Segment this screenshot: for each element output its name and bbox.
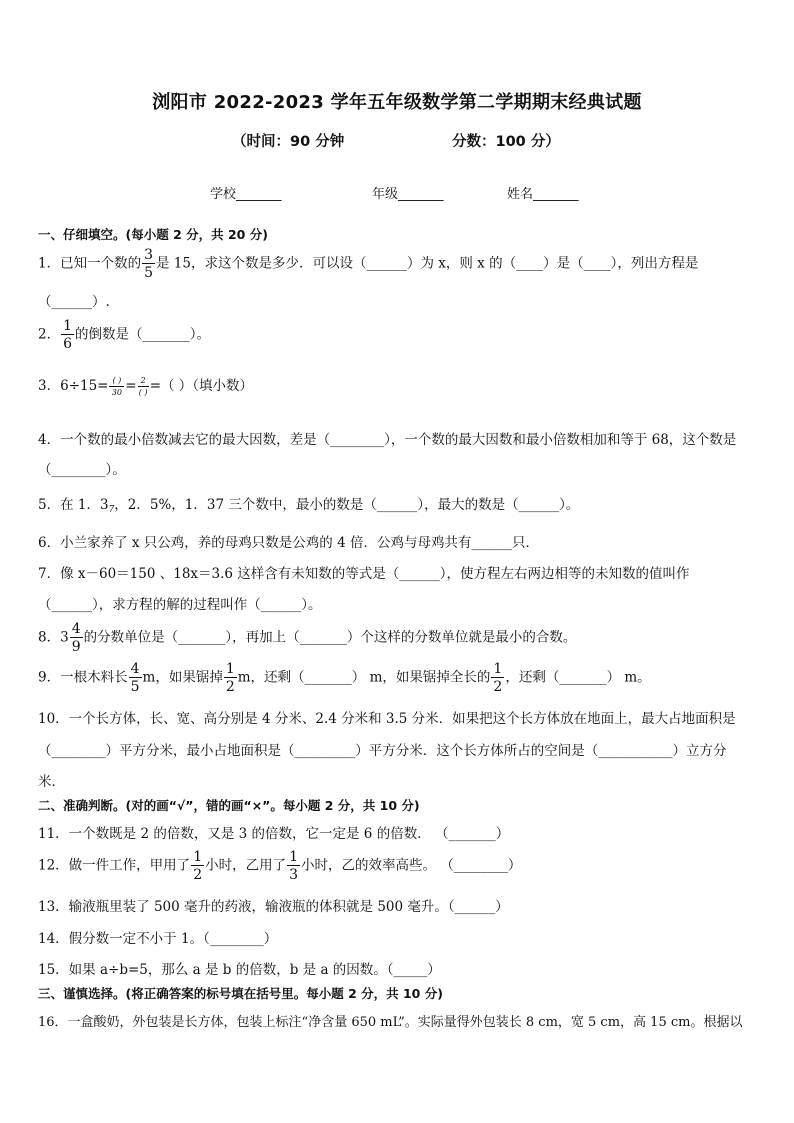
question-7-line-2: （______），求方程的解的过程叫作（______）。	[38, 597, 322, 613]
exam-score: 分数：100 分）	[452, 134, 560, 150]
fraction-digit: 7	[108, 505, 115, 515]
section-heading-3: 三、谨慎选择。(将正确答案的标号填在括号里。每小题 2 分，共 10 分)	[38, 986, 443, 1001]
question-10: 10．一个长方体，长、宽、高分别是 4 分米、2.4 分米和 3.5 分米．如果把这个长方体放在地面上，最大占地面积是	[38, 711, 736, 727]
section-heading-2: 二、准确判断。(对的画“√”，错的画“×”。每小题 2 分，共 10 分)	[38, 798, 420, 813]
name-field[interactable]: 姓名_______	[507, 187, 579, 202]
question-12: 12．做一件工作，甲用了 $\frac{1}{2}$ 小时，乙用了 $\frac{1}{3}$ 小时，乙的效率高些。 （________）	[38, 849, 522, 883]
question-8: 8．3 $\frac{4}{9}$ 的分数单位是（_______），再加上（_______）个这样的分数单位就是最小的合数。	[38, 621, 577, 655]
question-3: 3．6÷15= $\frac{( )}{30}$ = $\frac{2}{( )}$ =（ ）（填小数）	[38, 375, 254, 397]
question-13: 13．输液瓶里装了 500 毫升的药液，输液瓶的体积就是 500 毫升。（______）	[38, 899, 509, 915]
question-6: 6．小兰家养了 x 只公鸡，养的母鸡只数是公鸡的 4 倍．公鸡与母鸡共有______只．	[38, 535, 539, 551]
grade-field[interactable]: 年级_______	[372, 187, 444, 202]
question-5: 5．在 1．37，2．5%，1．37 三个数中，最小的数是（______），最大的数是（______）。	[38, 497, 580, 515]
question-4: 4．一个数的最小倍数减去它的最大因数，差是（________），一个数的最大因数和最小倍数相加和等于 68，这个数是	[38, 432, 737, 448]
question-1	[38, 248, 698, 280]
question-1-text: 1．已知一个数的	[38, 255, 142, 272]
question-10-line-2: （________）平方分米，最小占地面积是（_________）平方分米．这个长方体所占的空间是（___________）立方分	[38, 743, 727, 759]
question-9: 9．一根木料长 $\frac{4}{5}$ m，如果锯掉 $\frac{1}{2}$ m，还剩（_______） m，如果锯掉全长的 $\frac{1}{2}$ ，还剩（_______） m。	[38, 661, 651, 695]
page-title: 浏阳市 2022-2023 学年五年级数学第二学期期末经典试题	[152, 92, 642, 113]
fraction: $\frac{4}{9}$	[71, 621, 81, 655]
question-16: 16．一盒酸奶，外包装是长方体，包装上标注“净含量 650 mL”。实际量得外包装长 8 cm，宽 5 cm，高 15 cm。根据以	[38, 1015, 743, 1030]
fraction: $\frac{1}{3}$	[289, 849, 299, 883]
fraction: $\frac{2}{( )}$	[138, 375, 148, 397]
question-11: 11．一个数既是 2 的倍数，又是 3 的倍数，它一定是 6 的倍数． （_______）	[38, 826, 510, 842]
question-1-line-2: （______）.	[38, 294, 110, 310]
fraction: $\frac{4}{5}$	[130, 661, 140, 695]
school-field[interactable]: 学校_______	[210, 187, 282, 202]
fraction: $\frac{3}{5}$	[144, 247, 154, 281]
exam-time: （时间：90 分钟	[232, 134, 345, 150]
question-15: 15．如果 a÷b=5，那么 a 是 b 的倍数，b 是 a 的因数。（_____）	[38, 962, 441, 978]
question-10-line-3: 米．	[38, 774, 65, 790]
question-14: 14．假分数一定不小于 1。（________）	[38, 931, 278, 947]
fraction: $\frac{1}{2}$	[225, 661, 235, 695]
question-7: 7．像 x－60＝150 、18x＝3.6 这样含有未知数的等式是（______），使方程左右两边相等的未知数的值叫作	[38, 566, 690, 582]
question-2: 2． $\frac{1}{6}$ 的倒数是（_______）。	[38, 318, 211, 352]
question-4-line-2: （________）。	[38, 462, 126, 478]
fraction: $\frac{1}{2}$	[193, 849, 203, 883]
question-1-text-2: 是 15，求这个数是多少．可以设（______）为 x，则 x 的（____）是（____），列出方程是	[156, 255, 699, 272]
fraction: $\frac{1}{2}$	[493, 661, 503, 695]
fraction: $\frac{1}{6}$	[63, 318, 73, 352]
section-heading-1: 一、仔细填空。(每小题 2 分，共 20 分)	[38, 227, 268, 242]
fraction: $\frac{( )}{30}$	[109, 377, 124, 397]
